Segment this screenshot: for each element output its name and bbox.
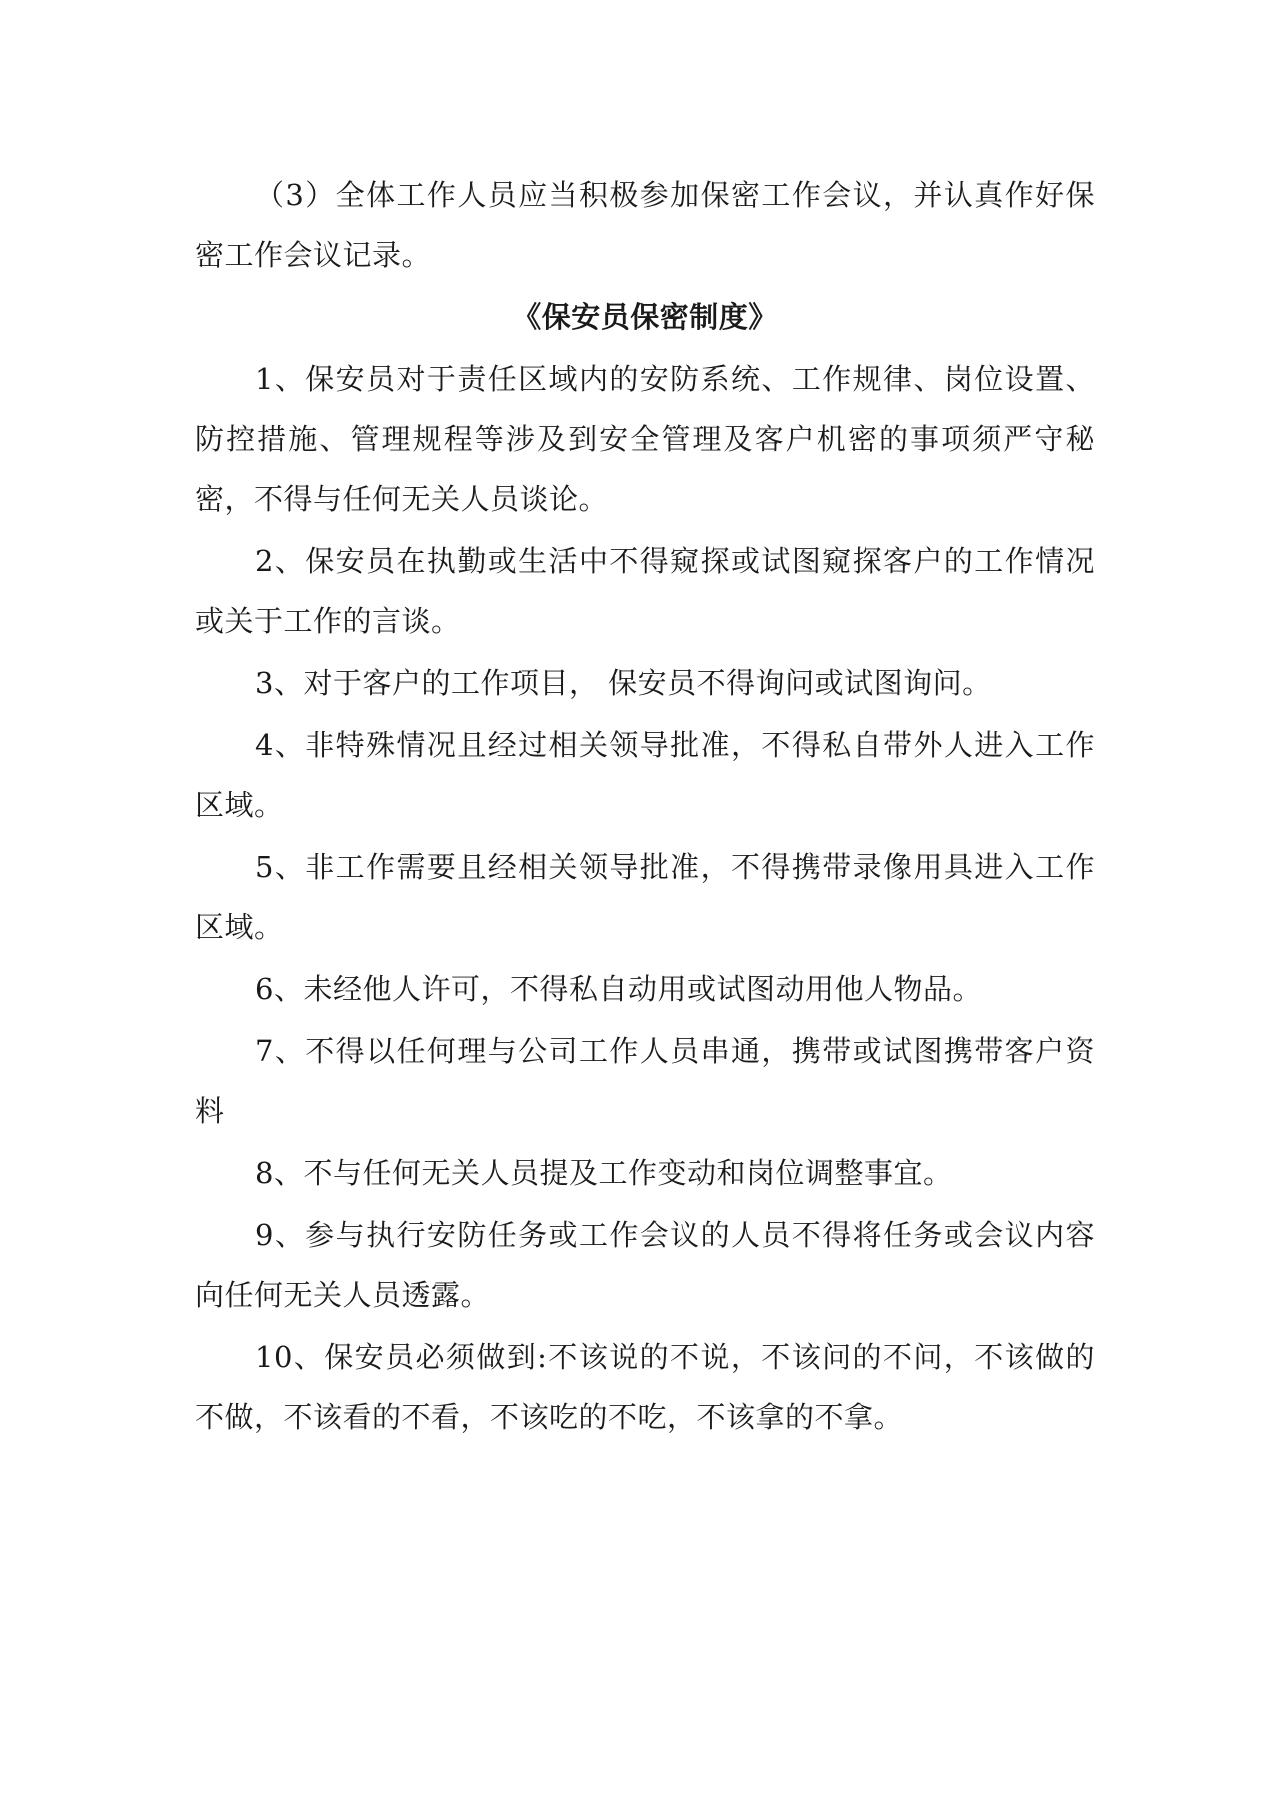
rule-item-6: 6、未经他人许可，不得私自动用或试图动用他人物品。 xyxy=(255,972,982,1006)
rule-item-9: 9、参与执行安防任务或工作会议的人员不得将任务或会议内容向任何无关人员透露。 xyxy=(195,1218,1095,1312)
rule-item-1: 1、保安员对于责任区域内的安防系统、工作规律、岗位设置、防控措施、管理规程等涉及到安全管理及客户机密的事项须严守秘密，不得与任何无关人员谈论。 xyxy=(195,362,1095,516)
rule-item-5: 5、非工作需要且经相关领导批准，不得携带录像用具进入工作区域。 xyxy=(195,850,1095,944)
document-body xyxy=(195,165,1095,1449)
document-title: 《保安员保密制度》 xyxy=(512,300,778,334)
rule-item-8: 8、不与任何无关人员提及工作变动和岗位调整事宜。 xyxy=(255,1156,953,1190)
rule-item-2: 2、保安员在执勤或生活中不得窥探或试图窥探客户的工作情况或关于工作的言谈。 xyxy=(195,544,1095,638)
rule-item-7: 7、不得以任何理与公司工作人员串通，携带或试图携带客户资料 xyxy=(195,1034,1095,1128)
rule-item-4: 4、非特殊情况且经过相关领导批准，不得私自带外人进入工作区域。 xyxy=(195,728,1095,822)
intro-paragraph: （3）全体工作人员应当积极参加保密工作会议，并认真作好保密工作会议记录。 xyxy=(195,178,1095,272)
rule-item-3: 3、对于客户的工作项目， 保安员不得询问或试图询问。 xyxy=(255,666,992,700)
rule-item-10: 10、保安员必须做到:不该说的不说，不该问的不问，不该做的不做，不该看的不看，不该吃的不吃，不该拿的不拿。 xyxy=(195,1340,1095,1434)
